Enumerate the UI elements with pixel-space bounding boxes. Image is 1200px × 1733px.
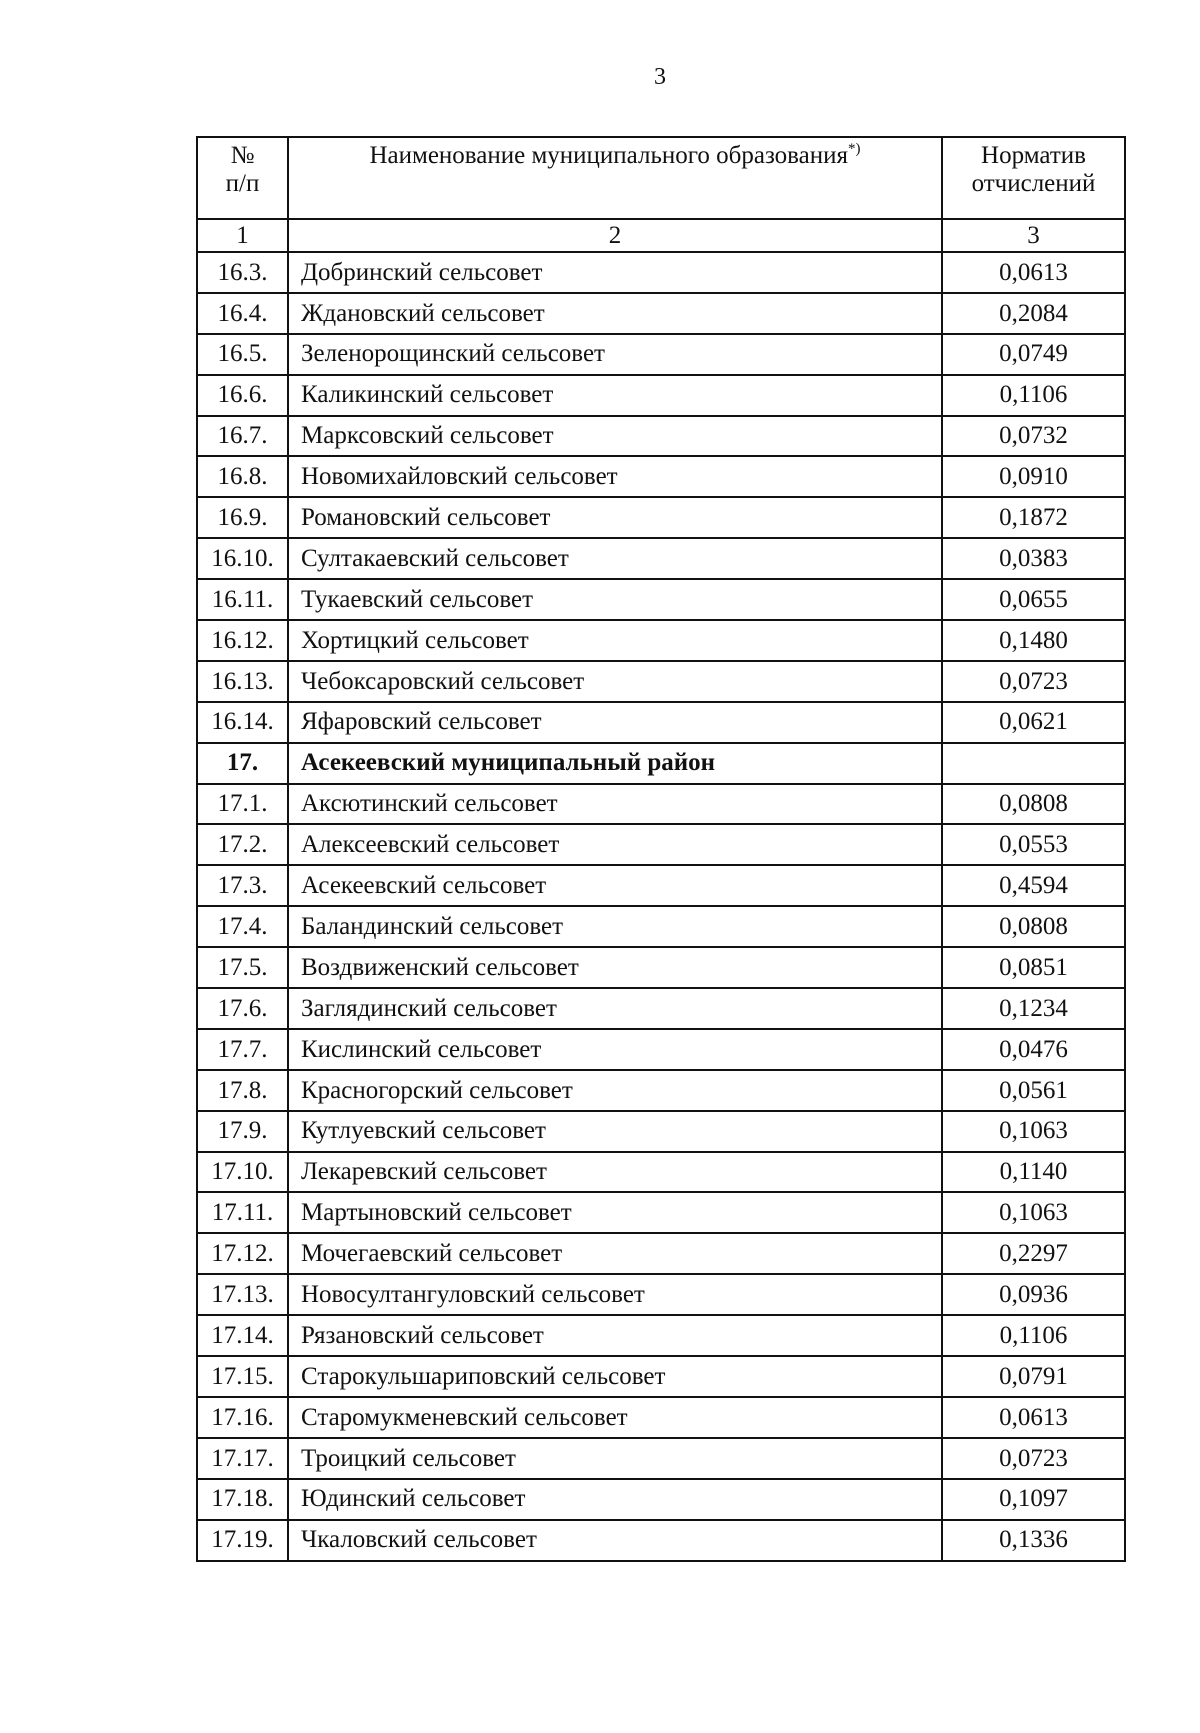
row-number: 17. <box>197 743 288 784</box>
table-row <box>197 1152 1125 1193</box>
municipality-name: Марксовский сельсовет <box>288 416 942 457</box>
allocation-norm-value: 0,0723 <box>942 661 1125 702</box>
allocation-norm-value: 0,2084 <box>942 293 1125 334</box>
allocation-norm-value: 0,0936 <box>942 1274 1125 1315</box>
table-header-row <box>197 137 1125 219</box>
table-row <box>197 252 1125 293</box>
allocation-norm-value: 0,0723 <box>942 1438 1125 1479</box>
row-number: 17.18. <box>197 1479 288 1520</box>
allocation-norm-value: 0,0732 <box>942 416 1125 457</box>
row-number: 17.14. <box>197 1315 288 1356</box>
table-section-row <box>197 743 1125 784</box>
allocation-norm-value: 0,1063 <box>942 1192 1125 1233</box>
table-row <box>197 784 1125 825</box>
row-number: 16.12. <box>197 620 288 661</box>
table-row <box>197 620 1125 661</box>
allocation-norm-value <box>942 743 1125 784</box>
table-body <box>197 252 1125 1561</box>
allocation-norm-value: 0,4594 <box>942 865 1125 906</box>
municipality-name: Кутлуевский сельсовет <box>288 1111 942 1152</box>
municipality-name: Заглядинский сельсовет <box>288 988 942 1029</box>
municipality-name: Кислинский сельсовет <box>288 1029 942 1070</box>
municipality-name: Яфаровский сельсовет <box>288 702 942 743</box>
table-row <box>197 416 1125 457</box>
municipality-name: Добринский сельсовет <box>288 252 942 293</box>
municipality-name: Новосултангуловский сельсовет <box>288 1274 942 1315</box>
row-number: 17.10. <box>197 1152 288 1193</box>
table-row <box>197 824 1125 865</box>
row-number: 16.8. <box>197 456 288 497</box>
municipality-name: Асекеевский сельсовет <box>288 865 942 906</box>
header-name-text: Наименование муниципального образования <box>369 142 849 169</box>
header-number-line2: п/п <box>225 169 260 197</box>
row-number: 17.4. <box>197 906 288 947</box>
allocation-norm-value: 0,0749 <box>942 334 1125 375</box>
row-number: 17.8. <box>197 1070 288 1111</box>
allocation-norm-value: 0,0476 <box>942 1029 1125 1070</box>
header-number-line1: № <box>230 142 255 169</box>
row-number: 17.1. <box>197 784 288 825</box>
header-value-line1: Норматив <box>981 142 1086 169</box>
row-number: 16.13. <box>197 661 288 702</box>
allocation-norm-value: 0,1336 <box>942 1520 1125 1561</box>
table-row <box>197 1356 1125 1397</box>
page-number: 3 <box>654 64 666 90</box>
municipality-name: Зеленорощинский сельсовет <box>288 334 942 375</box>
allocation-norm-value: 0,2297 <box>942 1233 1125 1274</box>
row-number: 16.10. <box>197 538 288 579</box>
municipality-name: Тукаевский сельсовет <box>288 579 942 620</box>
table-row <box>197 1520 1125 1561</box>
municipality-name: Воздвиженский сельсовет <box>288 947 942 988</box>
row-number: 17.3. <box>197 865 288 906</box>
allocation-norm-value: 0,0808 <box>942 906 1125 947</box>
column-number: 3 <box>942 219 1125 252</box>
column-number: 2 <box>288 219 942 252</box>
row-number: 17.6. <box>197 988 288 1029</box>
table-row <box>197 1111 1125 1152</box>
header-name <box>288 137 942 219</box>
row-number: 16.6. <box>197 375 288 416</box>
table-row <box>197 456 1125 497</box>
allocation-norm-value: 0,0561 <box>942 1070 1125 1111</box>
table-row <box>197 293 1125 334</box>
allocation-norm-value: 0,1140 <box>942 1152 1125 1193</box>
column-number: 1 <box>197 219 288 252</box>
row-number: 16.5. <box>197 334 288 375</box>
allocation-norm-value: 0,0613 <box>942 252 1125 293</box>
table-row <box>197 865 1125 906</box>
footnote-mark: *) <box>848 141 861 157</box>
table-row <box>197 1397 1125 1438</box>
municipality-name: Романовский сельсовет <box>288 497 942 538</box>
header-number <box>197 137 288 219</box>
row-number: 17.7. <box>197 1029 288 1070</box>
table-row <box>197 1192 1125 1233</box>
row-number: 17.12. <box>197 1233 288 1274</box>
allocation-norms-table <box>196 136 1126 1562</box>
table-row <box>197 702 1125 743</box>
municipality-name: Старомукменевский сельсовет <box>288 1397 942 1438</box>
municipality-name: Каликинский сельсовет <box>288 375 942 416</box>
municipality-name: Мартыновский сельсовет <box>288 1192 942 1233</box>
municipality-name: Лекаревский сельсовет <box>288 1152 942 1193</box>
header-value <box>942 137 1125 219</box>
municipality-name: Чкаловский сельсовет <box>288 1520 942 1561</box>
row-number: 16.3. <box>197 252 288 293</box>
municipality-name: Мочегаевский сельсовет <box>288 1233 942 1274</box>
municipality-name: Троицкий сельсовет <box>288 1438 942 1479</box>
municipality-name: Хортицкий сельсовет <box>288 620 942 661</box>
row-number: 17.13. <box>197 1274 288 1315</box>
allocation-norm-value: 0,0621 <box>942 702 1125 743</box>
table-row <box>197 1274 1125 1315</box>
row-number: 16.14. <box>197 702 288 743</box>
table-row <box>197 947 1125 988</box>
table-row <box>197 497 1125 538</box>
row-number: 17.17. <box>197 1438 288 1479</box>
row-number: 17.9. <box>197 1111 288 1152</box>
allocation-norm-value: 0,1106 <box>942 375 1125 416</box>
municipality-name: Алексеевский сельсовет <box>288 824 942 865</box>
row-number: 17.16. <box>197 1397 288 1438</box>
row-number: 17.2. <box>197 824 288 865</box>
table-row <box>197 1438 1125 1479</box>
table-row <box>197 538 1125 579</box>
row-number: 16.9. <box>197 497 288 538</box>
column-numbers-row <box>197 219 1125 252</box>
row-number: 16.7. <box>197 416 288 457</box>
row-number: 17.15. <box>197 1356 288 1397</box>
table-row <box>197 1029 1125 1070</box>
table-row <box>197 661 1125 702</box>
municipality-name: Баландинский сельсовет <box>288 906 942 947</box>
allocation-norm-value: 0,0553 <box>942 824 1125 865</box>
table-row <box>197 1233 1125 1274</box>
allocation-norm-value: 0,1872 <box>942 497 1125 538</box>
row-number: 16.4. <box>197 293 288 334</box>
allocation-norm-value: 0,0808 <box>942 784 1125 825</box>
district-name: Асекеевский муниципальный район <box>288 743 942 784</box>
table-row <box>197 906 1125 947</box>
table-row <box>197 375 1125 416</box>
allocation-norm-value: 0,0613 <box>942 1397 1125 1438</box>
municipality-name: Красногорский сельсовет <box>288 1070 942 1111</box>
table-row <box>197 1315 1125 1356</box>
allocation-norm-value: 0,0791 <box>942 1356 1125 1397</box>
allocation-norm-value: 0,0383 <box>942 538 1125 579</box>
municipality-name: Ждановский сельсовет <box>288 293 942 334</box>
allocation-norm-value: 0,0851 <box>942 947 1125 988</box>
allocation-norm-value: 0,0655 <box>942 579 1125 620</box>
row-number: 16.11. <box>197 579 288 620</box>
table-row <box>197 579 1125 620</box>
municipality-name: Старокульшариповский сельсовет <box>288 1356 942 1397</box>
allocation-norm-value: 0,1063 <box>942 1111 1125 1152</box>
municipality-name: Юдинский сельсовет <box>288 1479 942 1520</box>
header-value-line2: отчислений <box>971 169 1096 197</box>
table-row <box>197 1479 1125 1520</box>
allocation-norm-value: 0,0910 <box>942 456 1125 497</box>
row-number: 17.11. <box>197 1192 288 1233</box>
municipality-name: Аксютинский сельсовет <box>288 784 942 825</box>
municipality-name: Новомихайловский сельсовет <box>288 456 942 497</box>
allocation-norm-value: 0,1106 <box>942 1315 1125 1356</box>
allocation-norm-value: 0,1480 <box>942 620 1125 661</box>
row-number: 17.19. <box>197 1520 288 1561</box>
municipality-name: Чебоксаровский сельсовет <box>288 661 942 702</box>
table-row <box>197 1070 1125 1111</box>
allocation-norm-value: 0,1234 <box>942 988 1125 1029</box>
municipality-name: Султакаевский сельсовет <box>288 538 942 579</box>
table-row <box>197 988 1125 1029</box>
row-number: 17.5. <box>197 947 288 988</box>
table-row <box>197 334 1125 375</box>
municipality-name: Рязановский сельсовет <box>288 1315 942 1356</box>
allocation-norm-value: 0,1097 <box>942 1479 1125 1520</box>
